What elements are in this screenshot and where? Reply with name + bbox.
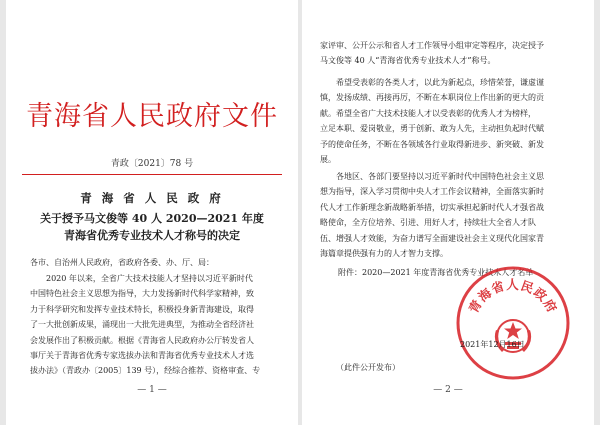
body-line: 各地区、各部门要坚持以习近平新时代中国特色社会主义思 [320,172,544,181]
document-number: 青政〔2021〕78 号 [110,159,194,169]
body-paragraph [320,169,580,261]
page-number: — 2 — [433,385,463,395]
body-line: 希望受表彰的各类人才，以此为新起点，珍惜荣誉，谦虚谨 [320,78,544,87]
body-line: 事厅关于青海省优秀专家选拔办法和青海省优秀专业技术人才选 [30,351,254,361]
body-line: 想为指导，深入学习贯彻中央人才工作会议精神，全面落实新时 [320,187,544,197]
document-page-2 [302,0,594,425]
body-line: 会发展作出了积极贡献。根据《青海省人民政府办公厅转发省人 [30,335,254,345]
body-paragraph [30,271,278,379]
body-line: 力于科学研究和发挥专业技术特长，积极投身新青海建设，取得 [30,304,254,314]
body-line: 伍、增强人才效能，为奋力谱写全面建设社会主义现代化国家青 [320,233,544,243]
body-line: 了一大批创新成果，涌现出一大批先进典型，为推动全省经济社 [30,320,254,330]
page-number: — 1 — [137,385,167,395]
body-line: 拔办法》（青政办〔2005〕139 号），经综合推荐、资格审查、专 [30,366,261,376]
decision-subject [6,210,298,244]
issuer-name: 青 海 省 人 民 政 府 [80,191,224,205]
official-seal-icon [454,264,572,382]
body-line: 2020 年以来，全省广大技术技能人才坚持以习近平新时代 [30,274,253,283]
subject-line: 关于授予马文俊等 40 人 2020—2021 年度 [40,212,264,225]
body-line: 中国特色社会主义思想为指导，大力发扬新时代科学家精神，致 [30,289,254,299]
body-line: 慎，发扬成绩、再接再厉，不断在本职岗位上作出新的更大的贡 [320,93,544,103]
seal-text: 青海省人民政府 [465,277,561,316]
addressees: 各市、自治州人民政府，省政府各委、办、厅、局： [30,258,214,267]
body-line: 家评审、公开公示和省人才工作领导小组审定等程序，决定授予 [320,41,544,50]
body-line: 海篇章提供强有力的人才智力支撑。 [320,249,448,259]
body-line: 予的使命任务，不断在各领域各行业取得新进步、新突破、新发 [320,139,544,149]
body-line: 略使命，全方位培养、引进、用好人才，持续壮大全省人才队 [320,218,536,228]
body-line: 展。 [320,155,336,165]
body-line: 代人才工作新理念新战略新举措，切实承担起新时代人才强省战 [320,202,544,212]
attachment-note: 附件：2020—2021 年度青海省优秀专业技术人才名单 [338,268,534,277]
red-divider-line [22,174,282,175]
svg-text:青海省人民政府 [466,277,561,316]
body-paragraph [320,75,580,167]
body-paragraph [320,38,580,69]
document-page-1 [6,0,298,425]
body-line: 马文俊等 40 人“青海省优秀专业技术人才”称号。 [320,56,496,66]
subject-line: 青海省优秀专业技术人才称号的决定 [64,229,240,242]
publication-note: （此件公开发布） [336,363,400,372]
body-line: 立足本职、爱岗敬业，勇于创新、敢为人先，主动担负起时代赋 [320,124,544,134]
document-header-title: 青海省人民政府文件 [26,101,278,132]
signature-date: 2021年12月16日 [460,340,525,349]
body-line: 献。希望全省广大技术技能人才以受表彰的优秀人才为榜样， [320,108,536,118]
